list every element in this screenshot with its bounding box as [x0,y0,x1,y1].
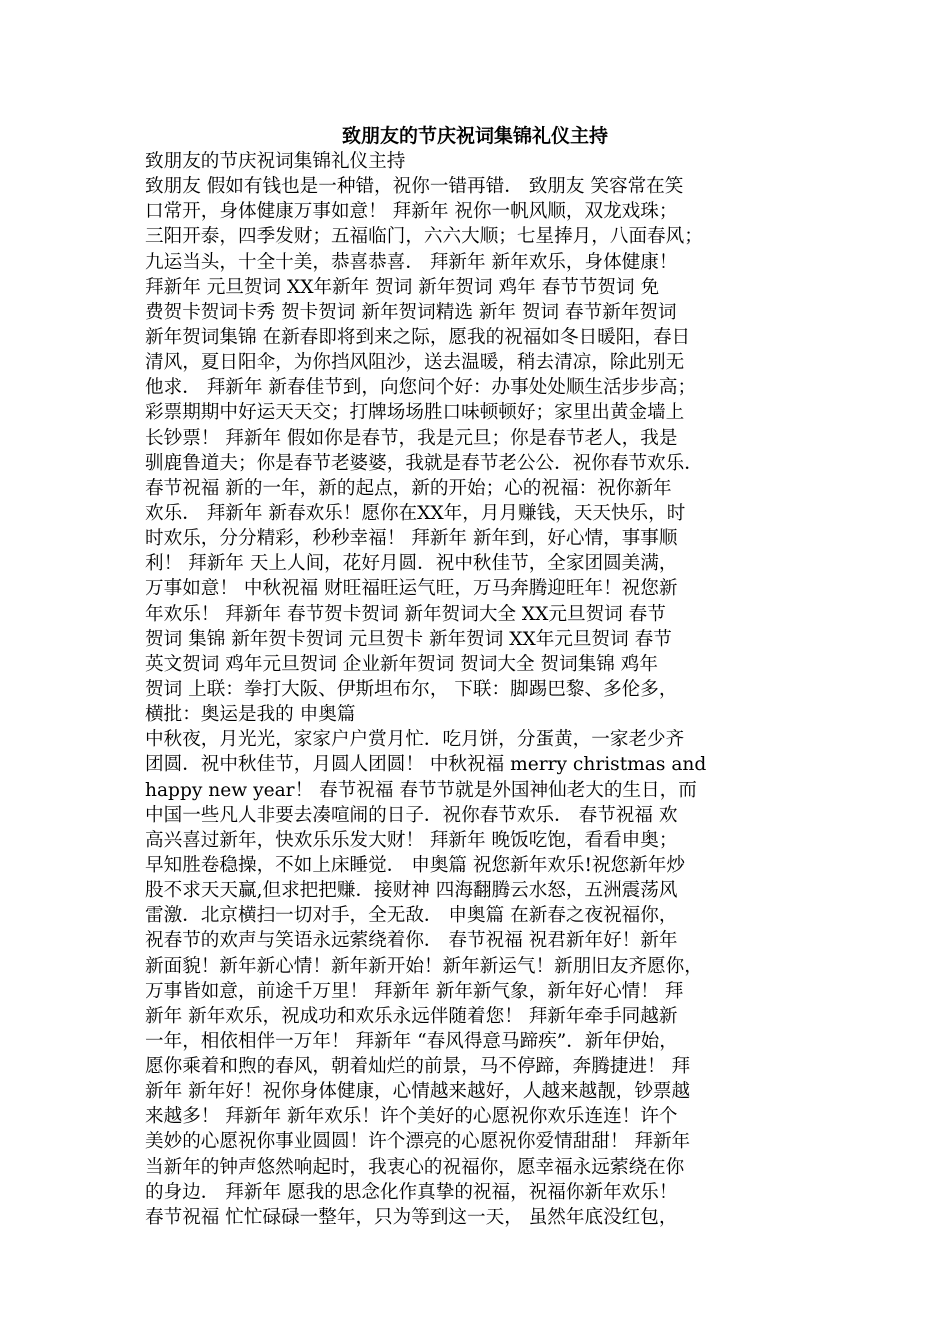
document-line: 团圆．祝中秋佳节，月圆人团圆！ 中秋祝福 merry christmas and [145,754,707,776]
document-line: 春节祝福 新的一年，新的起点，新的开始；心的祝福：祝你新年 [145,477,672,499]
document-line: 中国一些凡人非要去凑喧闹的日子．祝你春节欢乐． 春节祝福 欢 [145,804,678,826]
document-line: 美妙的心愿祝你事业圆圆！许个漂亮的心愿祝你爱情甜甜！ 拜新年 [145,1131,691,1153]
document-line: 新年 新年好！祝你身体健康，心情越来越好，人越来越靓，钞票越 [145,1081,691,1103]
document-line: 欢乐． 拜新年 新春欢乐！愿你在XX年，月月赚钱，天天快乐，时 [145,502,686,524]
document-line: 贺词 上联：拳打大阪、伊斯坦布尔， 下联：脚踢巴黎、多伦多， [145,678,678,700]
document-line: 年欢乐！ 拜新年 春节贺卡贺词 新年贺词大全 XX元旦贺词 春节 [145,603,666,625]
document-line: 利！ 拜新年 天上人间，花好月圆．祝中秋佳节，全家团圆美满， [145,553,678,575]
document-line: 当新年的钟声悠然响起时，我衷心的祝福你，愿幸福永远萦绕在你 [145,1156,685,1178]
document-line: 英文贺词 鸡年元旦贺词 企业新年贺词 贺词大全 贺词集锦 鸡年 [145,653,658,675]
document-title: 致朋友的节庆祝词集锦礼仪主持 [341,125,608,147]
document-line: 致朋友的节庆祝词集锦礼仪主持 [145,151,406,172]
document-line: 三阳开泰，四季发财；五福临门，六六大顺；七星捧月，八面春风； [145,226,703,248]
document-line: 拜新年 元旦贺词 XX年新年 贺词 新年贺词 鸡年 春节节贺词 免 [145,276,660,298]
document-line: 祝春节的欢声与笑语永远萦绕着你． 春节祝福 祝君新年好！新年 [145,930,678,952]
document-line: 股不求天天赢,但求把把赚．接财神 四海翻腾云水怒，五洲震荡风 [145,880,678,902]
document-line: 驯鹿鲁道夫；你是春节老婆婆，我就是春节老公公．祝你春节欢乐． [145,452,703,474]
document-line: 九运当头，十全十美，恭喜恭喜． 拜新年 新年欢乐，身体健康！ [145,251,678,273]
document-line: happy new year！ 春节祝福 春节节就是外国神仙老大的生日，而 [145,779,697,801]
document-line: 一年，相依相伴一万年！ 拜新年 “春风得意马蹄疾”．新年伊始， [145,1030,678,1052]
document-line: 中秋夜，月光光，家家户户赏月忙．吃月饼，分蛋黄，一家老少齐 [145,729,685,751]
document-line: 时欢乐，分分精彩，秒秒幸福！ 拜新年 新年到，好心情，事事顺 [145,528,678,550]
document-line: 清风，夏日阳伞，为你挡风阻沙，送去温暖，稍去清凉，除此别无 [145,352,685,374]
document-body [145,149,810,1230]
document-line: 的身边． 拜新年 愿我的思念化作真挚的祝福，祝福你新年欢乐！ [145,1181,678,1203]
document-line: 早知胜卷稳操，不如上床睡觉． 申奥篇 祝您新年欢乐!祝您新年炒 [145,854,685,876]
document-line: 新年贺词集锦 在新春即将到来之际，愿我的祝福如冬日暖阳，春日 [145,326,691,348]
document-line: 来越多！ 拜新年 新年欢乐！许个美好的心愿祝你欢乐连连！许个 [145,1106,678,1128]
document-line: 新年 新年欢乐，祝成功和欢乐永远伴随着您！ 拜新年牵手同越新 [145,1005,678,1027]
document-line: 横批：奥运是我的 申奥篇 [145,704,356,726]
document-line: 他求． 拜新年 新春佳节到，向您问个好：办事处处顺生活步步高； [145,377,697,399]
document-line: 新面貌！新年新心情！新年新开始！新年新运气！新朋旧友齐愿你， [145,955,703,977]
document-line: 口常开，身体健康万事如意！ 拜新年 祝你一帆风顺，双龙戏珠； [145,201,678,223]
document-line: 高兴喜过新年，快欢乐乐发大财！ 拜新年 晚饭吃饱，看看申奥； [145,829,678,851]
document-line: 万事皆如意，前途千万里！ 拜新年 新年新气象，新年好心情！ 拜 [145,980,684,1002]
document-line: 费贺卡贺词卡秀 贺卡贺词 新年贺词精选 新年 贺词 春节新年贺词 [145,301,677,323]
document-line: 春节祝福 忙忙碌碌一整年，只为等到这一天， 虽然年底没红包， [145,1206,678,1228]
document-line: 贺词 集锦 新年贺卡贺词 元旦贺卡 新年贺词 XX年元旦贺词 春节 [145,628,672,650]
document-line: 致朋友 假如有钱也是一种错，祝你一错再错． 致朋友 笑容常在笑 [145,176,684,198]
document-line: 愿你乘着和煦的春风，朝着灿烂的前景，马不停蹄，奔腾捷进！ 拜 [145,1056,691,1078]
document-line: 万事如意！ 中秋祝福 财旺福旺运气旺，万马奔腾迎旺年！祝您新 [145,578,678,600]
document-line: 彩票期期中好运天天交；打牌场场胜口味顿顿好；家里出黄金墙上 [145,402,685,424]
document-line: 长钞票！ 拜新年 假如你是春节，我是元旦；你是春节老人，我是 [145,427,678,449]
document-line: 雷激．北京横扫一切对手，全无敌． 申奥篇 在新春之夜祝福你， [145,905,678,927]
